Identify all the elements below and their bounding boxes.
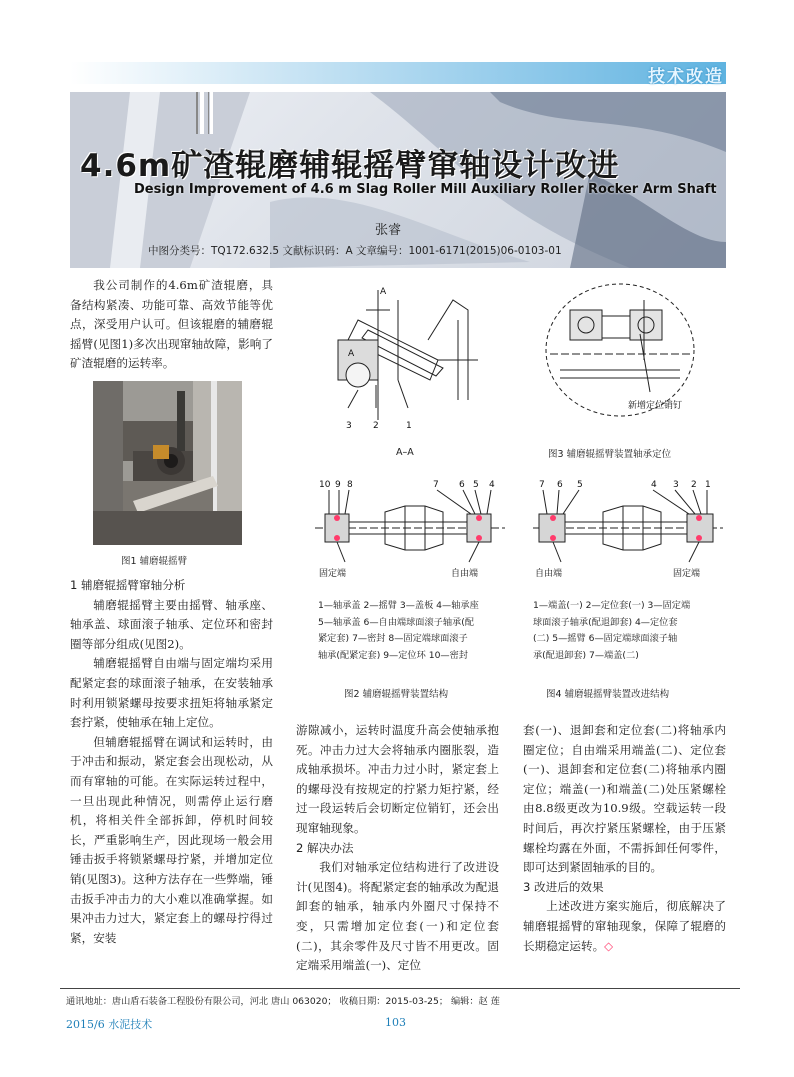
section-mark-a-top: A [380,287,387,297]
header-band [70,62,726,84]
journal-name: 2015/6 水泥技术 [66,1018,153,1031]
section-1-heading: 1 辅磨辊摇臂窜轴分析 [70,578,186,592]
column-1-bottom [70,576,273,948]
column-2-paragraph: 游隙减小，运转时温度升高会使轴承抱死。冲击力过大会将轴承内圈胀裂，造成轴承损坏。冲击力过小时，紧定套上的螺母没有按规定的拧紧力矩拧紧，经过一段运转后会切断定位销钉，还会出现窜轴现象。 [296,723,499,835]
fig4-part-4: 4 [651,480,657,490]
seal-mark [334,515,340,521]
fig4-part-2: 2 [691,480,697,490]
fig2-part-6: 6 [459,480,465,490]
column-1-top [70,276,273,374]
section-label-aa: A–A [396,447,414,458]
footer-address: 通讯地址：唐山盾石装备工程股份有限公司，河北 唐山 063020； 收稿日期：2015-03-25； 编辑：赵 莲 [66,996,500,1007]
seal-mark [696,515,702,521]
part-label-3: 3 [346,421,352,430]
legend-line: 承(配退卸套) 7—端盖(二) [533,649,639,661]
section-2-paragraph: 我们对轴承定位结构进行了改进设计(见图4)。将配紧定套的轴承改为配退卸套的轴承，轴承内外圈尺寸保持不变，只需增加定位套(一)和定位套(二)，其余零件及尺寸皆不用更改。固定端采用端盖(一)、定位 [296,860,499,973]
fig2-fixed-end: 固定端 [319,569,347,579]
figure-4-caption: 图4 辅磨辊摇臂装置改进结构 [546,689,670,700]
seal-mark [696,535,702,541]
fig2-part-8: 8 [347,480,353,490]
legend-line: 1—端盖(一) 2—定位套(一) 3—固定端 [533,600,691,611]
intro-paragraph: 我公司制作的4.6m矿渣辊磨，具备结构紧凑、功能可靠、高效节能等优点，深受用户认可。但该辊磨的辅磨辊摇臂(见图1)多次出现窜轴故障，影响了矿渣辊磨的运转率。 [70,278,273,371]
section-3-text: 上述改进方案实施后，彻底解决了辅磨辊摇臂的窜轴现象，保障了辊磨的长期稳定运转。 [523,899,726,953]
figure-4-drawing [533,478,723,583]
section-1-paragraph-3: 但辅磨辊摇臂在调试和运转时，由于冲击和振动，紧定套会出现松动，从而有窜轴的可能。在实际运转过程中，一旦出现此种情况，则需停止运行磨机，将相关件全部拆卸，停机时间较长，严重影响生产，因此现场一般会用锤击扳手将锁紧螺母拧紧，并增加定位销(见图3)。这种方法存在一些弊端，锤击扳手冲击力的大小难以准确掌握。如果冲击力过大，紧定套上的螺母拧得过紧，安装 [70,734,273,945]
figure-2-drawing [315,478,505,583]
legend-line: 5—轴承盖 6—自由端球面滚子轴承(配 [318,616,475,628]
page-number: 103 [385,1016,406,1029]
fig2-part-7: 7 [433,480,439,490]
section-tag: 技术改造 [648,67,724,87]
seal-mark [550,515,556,521]
legend-line: 紧定套) 7—密封 8—固定端球面滚子 [318,633,468,644]
fig4-part-5: 5 [577,480,583,490]
part-label-1: 1 [406,421,412,430]
author: 张睿 [375,223,402,238]
column-3 [523,721,726,956]
figure-3-caption: 图3 辅磨辊摇臂装置轴承定位 [548,449,672,460]
article-title: 4.6m矿渣辊磨辅辊摇臂窜轴设计改进 [80,148,620,184]
fig2-free-end: 自由端 [451,569,479,579]
section-3-heading: 3 改进后的效果 [523,879,604,894]
fig4-part-7: 7 [539,480,545,490]
figure-1-caption: 图1 辅磨辊摇臂 [121,556,188,567]
rocker-arm-drawing [318,280,478,430]
seal-mark [476,515,482,521]
end-mark-icon: ◇ [604,938,614,953]
legend-line: (二) 5—摇臂 6—固定端球面滚子轴 [533,633,678,644]
column-2 [296,721,499,976]
classification-meta: 中图分类号：TQ172.632.5 文献标识码：A 文章编号：1001-6171(2015)06-0103-01 [148,245,562,257]
fig4-fixed-end: 固定端 [673,569,701,579]
legend-line: 1—轴承盖 2—摇臂 3—盖板 4—轴承座 [318,600,479,611]
figure-1-photo [93,381,242,545]
footer-rule [60,988,740,989]
legend-line: 轴承(配紧定套) 9—定位环 10—密封 [318,649,468,661]
rocker-arm-photo [93,381,242,545]
fig4-part-6: 6 [557,480,563,490]
figure-2-legend [318,598,508,664]
seal-mark [476,535,482,541]
part-label-2: 2 [373,421,379,430]
seal-mark [334,535,340,541]
article-title-en: Design Improvement of 4.6 m Slag Roller Mill Auxiliary Roller Rocker Arm Shaft [134,182,717,197]
fig4-part-1: 1 [705,480,711,490]
fig2-part-9: 9 [335,480,341,490]
fig4-part-3: 3 [673,480,679,490]
figure-2-caption: 图2 辅磨辊摇臂装置结构 [344,689,449,700]
section-2-heading: 2 解决办法 [296,840,354,855]
figure-4-legend [533,598,723,664]
fig2-part-5: 5 [473,480,479,490]
new-dowel-label: 新增定位销钉 [628,401,683,411]
section-mark-a-left: A [348,349,355,359]
section-1-paragraph-2: 辅磨辊摇臂自由端与固定端均采用配紧定套的球面滚子轴承，在安装轴承时利用锁紧螺母按要求扭矩将轴承紧定套拧紧，使轴承在轴上定位。 [70,656,273,730]
section-1-paragraph-1: 辅磨辊摇臂主要由摇臂、轴承座、轴承盖、球面滚子轴承、定位环和密封圈等部分组成(见图2)。 [70,597,273,651]
legend-line: 球面滚子轴承(配退卸套) 4—定位套 [533,616,678,628]
column-3-paragraph: 套(一)、退卸套和定位套(二)将轴承内圈定位；自由端采用端盖(二)、定位套(一)、退卸套和定位套(二)将轴承内圈定位；端盖(一)和端盖(二)处压紧螺栓由8.8级更改为10.9级。空载运转一段时间后，再次拧紧压紧螺栓，由于压紧螺栓均露在外面，不需拆卸任何零件，即可达到紧固轴承的目的。 [523,723,726,875]
fig4-free-end: 自由端 [535,569,563,579]
fig2-part-4: 4 [489,480,495,490]
section-3-paragraph [523,897,726,956]
fig2-part-10: 10 [319,480,331,490]
seal-mark [550,535,556,541]
figure-3-drawing [540,280,720,425]
